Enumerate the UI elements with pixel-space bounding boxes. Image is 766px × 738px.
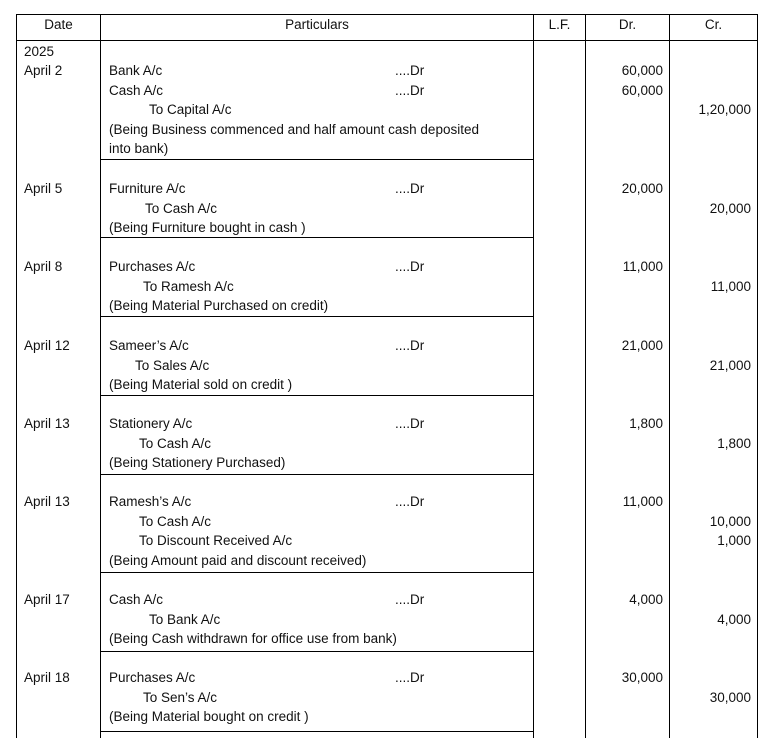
entry-separator bbox=[100, 316, 534, 317]
credit-amount: 1,000 bbox=[717, 533, 751, 549]
credit-account: To Bank A/c bbox=[149, 611, 221, 627]
credit-amount: 11,000 bbox=[710, 278, 751, 294]
debit-account: Cash A/c bbox=[109, 82, 164, 98]
debit-account: Purchases A/c bbox=[109, 259, 196, 274]
credit-amount: 4,000 bbox=[717, 611, 751, 627]
entry-separator bbox=[100, 237, 534, 238]
debit-amount: 60,000 bbox=[621, 82, 663, 98]
credit-account: To Ramesh A/c bbox=[143, 278, 234, 294]
entry-separator bbox=[100, 159, 534, 160]
narration-line: (Being Stationery Purchased) bbox=[109, 455, 286, 471]
right-border bbox=[757, 14, 758, 738]
journal-year: 2025 bbox=[24, 44, 55, 59]
narration-line: (Being Material bought on credit ) bbox=[109, 709, 309, 725]
credit-account: To Cash A/c bbox=[145, 200, 218, 216]
dr-marker: ....Dr bbox=[395, 181, 425, 196]
narration-line: into bank) bbox=[109, 141, 169, 157]
header-bottom-border bbox=[16, 40, 758, 41]
dr-marker: ....Dr bbox=[395, 82, 425, 98]
dr-marker: ....Dr bbox=[395, 63, 425, 78]
narration-line: (Being Business commenced and half amount cash deposited bbox=[109, 121, 479, 137]
narration-line: (Being Cash withdrawn for office use from bank) bbox=[109, 631, 397, 647]
dr-marker: ....Dr bbox=[395, 670, 425, 685]
debit-account: Cash A/c bbox=[109, 592, 164, 607]
debit-amount: 11,000 bbox=[622, 259, 663, 274]
credit-account: To Discount Received A/c bbox=[139, 533, 293, 549]
header-cr: Cr. bbox=[704, 17, 723, 32]
debit-amount: 60,000 bbox=[621, 63, 663, 78]
header-particulars: Particulars bbox=[285, 17, 349, 32]
entry-separator bbox=[100, 572, 534, 573]
dr-marker: ....Dr bbox=[395, 416, 425, 431]
left-border bbox=[16, 14, 17, 738]
debit-account: Purchases A/c bbox=[109, 670, 196, 685]
credit-amount: 30,000 bbox=[709, 689, 751, 705]
entry-separator bbox=[100, 651, 534, 652]
debit-amount: 11,000 bbox=[622, 494, 663, 509]
credit-amount: 10,000 bbox=[709, 513, 751, 529]
debit-amount: 1,800 bbox=[629, 416, 663, 431]
date-column-divider bbox=[100, 14, 101, 738]
dr-column-divider bbox=[669, 14, 670, 738]
entry-separator bbox=[100, 395, 534, 396]
entry-separator bbox=[100, 731, 534, 732]
narration-line: (Being Material sold on credit ) bbox=[109, 377, 293, 393]
debit-amount: 4,000 bbox=[629, 592, 663, 607]
entry-date: April 13 bbox=[24, 416, 70, 431]
entry-date: April 2 bbox=[24, 63, 63, 78]
debit-account: Ramesh’s A/c bbox=[109, 494, 192, 509]
entry-date: April 18 bbox=[24, 670, 70, 685]
entry-date: April 17 bbox=[24, 592, 70, 607]
entry-date: April 12 bbox=[24, 338, 70, 353]
narration-line: (Being Material Purchased on credit) bbox=[109, 298, 329, 314]
debit-amount: 30,000 bbox=[621, 670, 663, 685]
debit-account: Sameer’s A/c bbox=[109, 338, 189, 353]
dr-marker: ....Dr bbox=[395, 338, 425, 353]
credit-account: To Sen’s A/c bbox=[143, 689, 218, 705]
dr-marker: ....Dr bbox=[395, 494, 425, 509]
credit-account: To Capital A/c bbox=[149, 102, 232, 118]
credit-account: To Cash A/c bbox=[139, 435, 212, 451]
entry-date: April 5 bbox=[24, 181, 63, 196]
dr-marker: ....Dr bbox=[395, 259, 425, 274]
credit-account: To Cash A/c bbox=[139, 513, 212, 529]
debit-account: Bank A/c bbox=[109, 63, 163, 78]
header-date: Date bbox=[44, 17, 73, 32]
debit-amount: 21,000 bbox=[621, 338, 663, 353]
debit-amount: 20,000 bbox=[621, 181, 663, 196]
credit-account: To Sales A/c bbox=[135, 357, 210, 373]
entry-date: April 13 bbox=[24, 494, 70, 509]
credit-amount: 21,000 bbox=[709, 357, 751, 373]
header-dr: Dr. bbox=[618, 17, 637, 32]
credit-amount: 1,800 bbox=[717, 435, 751, 451]
dr-marker: ....Dr bbox=[395, 592, 425, 607]
narration-line: (Being Furniture bought in cash ) bbox=[109, 220, 306, 236]
top-border bbox=[16, 14, 758, 15]
narration-line: (Being Amount paid and discount received) bbox=[109, 552, 367, 568]
particulars-column-divider bbox=[533, 14, 534, 738]
entry-date: April 8 bbox=[24, 259, 63, 274]
debit-account: Furniture A/c bbox=[109, 181, 186, 196]
credit-amount: 20,000 bbox=[709, 200, 751, 216]
entry-separator bbox=[100, 474, 534, 475]
debit-account: Stationery A/c bbox=[109, 416, 193, 431]
header-lf: L.F. bbox=[548, 17, 571, 32]
lf-column-divider bbox=[585, 14, 586, 738]
credit-amount: 1,20,000 bbox=[698, 102, 751, 118]
